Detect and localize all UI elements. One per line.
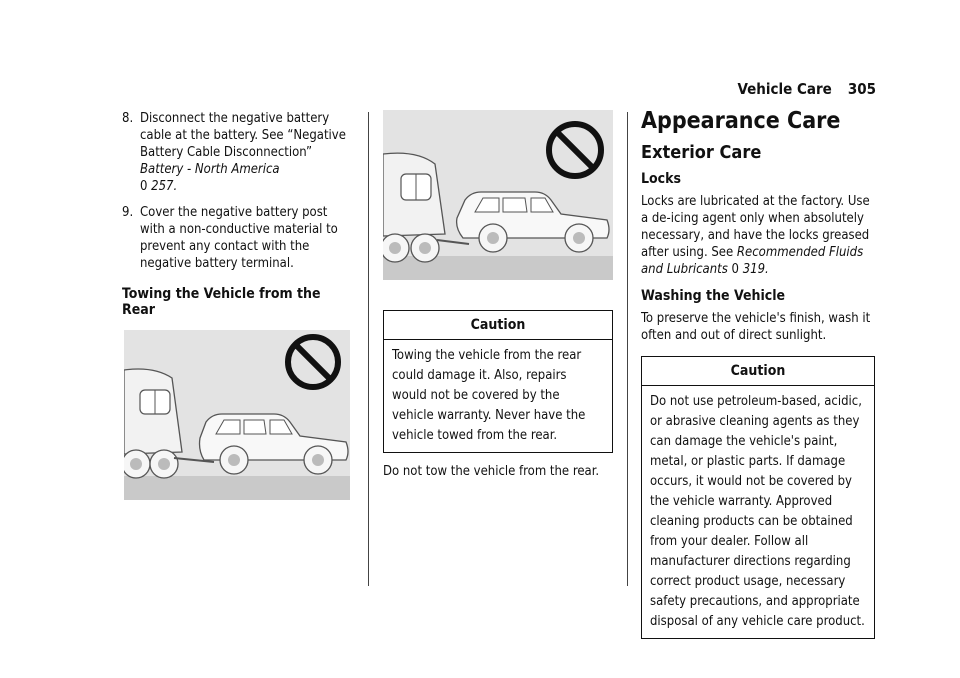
step-list bbox=[122, 110, 354, 272]
step-number: 8. bbox=[122, 111, 134, 126]
locks-text: Locks are lubricated at the factory. Use a de-icing agent only when absolutely necessary, and have the locks greased after using. See bbox=[641, 194, 870, 260]
body-text bbox=[641, 193, 875, 278]
step-number: 9. bbox=[122, 205, 134, 220]
column-3 bbox=[641, 108, 875, 639]
page-reference-icon: 0 bbox=[731, 262, 739, 277]
section-title: Vehicle Care bbox=[737, 80, 832, 98]
subsection-heading: Washing the Vehicle bbox=[641, 288, 786, 304]
page-number: 305 bbox=[847, 80, 876, 98]
page-reference[interactable]: 319. bbox=[742, 262, 769, 277]
section-heading: Towing the Vehicle from the Rear bbox=[122, 286, 321, 318]
caution-text: Do not use petroleum-based, acidic, or abrasive cleaning agents as they can damage the vehicle's paint, metal, or plastic parts. If damage occurs, it would not be covered by the vehicle warranty. Approved cleaning products can be obtained from your dealer. Follow all manufacturer directions regarding correct product usage, necessary safety precautions, and appropriate disposal of any vehicle care product. bbox=[650, 394, 865, 629]
body-text: Do not tow the vehicle from the rear. bbox=[383, 464, 600, 479]
list-item bbox=[122, 204, 354, 272]
page-reference[interactable]: 257. bbox=[151, 179, 178, 194]
section-heading: Exterior Care bbox=[641, 142, 762, 163]
towing-from-rear-illustration bbox=[124, 330, 350, 500]
list-item bbox=[122, 110, 354, 195]
column-1 bbox=[122, 110, 354, 500]
page-reference-icon: 0 bbox=[140, 179, 148, 194]
step-text: Disconnect the negative battery cable at the battery. See “Negative Battery Cable Disconnection” bbox=[140, 111, 346, 160]
subsection-heading: Locks bbox=[641, 171, 682, 187]
towing-from-rear-illustration-2 bbox=[383, 110, 613, 280]
cross-reference-link[interactable]: Recommended Fluids and Lubricants bbox=[641, 245, 864, 277]
column-2 bbox=[383, 110, 613, 490]
column-divider-1 bbox=[368, 112, 369, 586]
caution-box bbox=[641, 356, 875, 639]
column-divider-2 bbox=[627, 112, 628, 586]
cross-reference-link[interactable]: Battery - North America bbox=[140, 162, 280, 177]
caution-title: Caution bbox=[384, 311, 612, 340]
caution-box bbox=[383, 310, 613, 453]
chapter-heading: Appearance Care bbox=[641, 108, 841, 134]
step-text: Cover the negative battery post with a non-conductive material to prevent any contact with the negative battery terminal. bbox=[140, 205, 338, 271]
page-header bbox=[738, 80, 876, 98]
caution-text: Towing the vehicle from the rear could damage it. Also, repairs would not be covered by the vehicle warranty. Never have the vehicle towed from the rear. bbox=[392, 348, 586, 443]
body-text: To preserve the vehicle's finish, wash it often and out of direct sunlight. bbox=[641, 311, 871, 343]
caution-title: Caution bbox=[642, 357, 874, 386]
